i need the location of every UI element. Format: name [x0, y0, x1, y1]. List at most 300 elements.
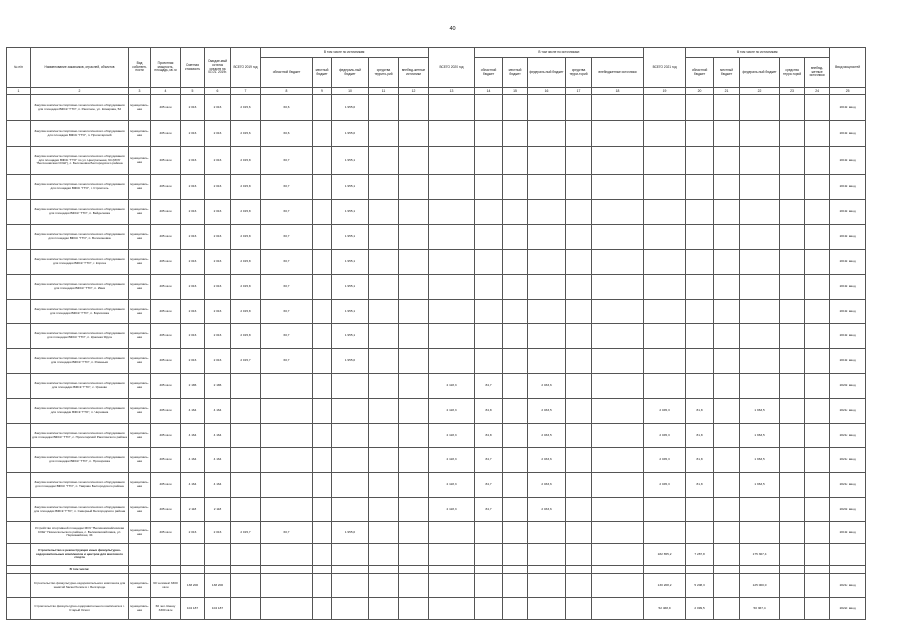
federal-2020: 2 033,6: [528, 498, 566, 522]
regional-2020: [475, 200, 503, 225]
object-name: Закупка комплекта спортивно-технологического оборудования для площадки ВФСК "ГТО", п. Чернянка: [31, 399, 129, 424]
local-2021: [714, 250, 740, 275]
federal-2019: 1 955,1: [332, 225, 369, 250]
estimated-cost: 2 016: [181, 225, 205, 250]
federal-2021: [740, 349, 780, 374]
local-2020: [503, 275, 528, 300]
capacity: 405 кв.м: [151, 175, 181, 200]
empty-cell: [181, 544, 205, 566]
local-2020: [503, 399, 528, 424]
extrabudget-2020: [592, 275, 644, 300]
regional-2021: 81,8: [686, 473, 714, 498]
extrabudget-2019: [399, 250, 429, 275]
empty-cell: [151, 566, 181, 574]
row-number: [7, 473, 31, 498]
local-2021: [714, 95, 740, 121]
column-number: 8: [261, 88, 313, 95]
local-2019: [313, 95, 332, 121]
estimated-cost: 4 164: [181, 448, 205, 473]
column-number: 9: [313, 88, 332, 95]
local-2020: [503, 175, 528, 200]
federal-2020: [528, 349, 566, 374]
local-2021: [714, 399, 740, 424]
table-row: [7, 448, 866, 473]
header-territory-2021: средства терри-торий: [780, 58, 805, 88]
object-name: Закупка комплекта спортивно-технологического оборудования для площадки ВФСК "ГТО", г. Короча: [31, 250, 129, 275]
local-2019: [313, 448, 332, 473]
total-2021: [644, 300, 686, 324]
extrabudget-2020: [592, 374, 644, 399]
territory-2021: [780, 349, 805, 374]
remaining-funds: 2 016: [205, 200, 231, 225]
territory-2021: [780, 544, 805, 566]
regional-2021: 5 208,3: [686, 574, 714, 598]
federal-2020: [528, 250, 566, 275]
total-2021: [644, 175, 686, 200]
territory-2021: [780, 200, 805, 225]
regional-2021: [686, 147, 714, 175]
territory-2021: [780, 225, 805, 250]
total-2021: [644, 275, 686, 300]
regional-2021: [686, 250, 714, 275]
row-number: [7, 147, 31, 175]
territory-2019: [369, 275, 399, 300]
empty-cell: [205, 566, 231, 574]
regional-2019: 60,7: [261, 225, 313, 250]
object-name: Строительство физкультурно-оздоровительного комплекса для занятий баскетболом в г. Белгороде: [31, 574, 129, 598]
extrabudget-2019: [399, 349, 429, 374]
local-2019: [313, 399, 332, 424]
regional-2021: [686, 200, 714, 225]
regional-2020: 84,7: [475, 473, 503, 498]
header-name: Наименование заказчиков, отраслей, объектов: [31, 48, 129, 88]
extrabudget-2019: [399, 225, 429, 250]
estimated-cost: 4 164: [181, 399, 205, 424]
total-2020: [429, 121, 475, 147]
territory-2021: [780, 598, 805, 620]
capacity: 405 кв.м: [151, 250, 181, 275]
regional-2019: 60,7: [261, 275, 313, 300]
empty-cell: [129, 544, 151, 566]
regional-2019: 60,7: [261, 200, 313, 225]
row-number: [7, 544, 31, 566]
empty-cell: [261, 544, 313, 566]
territory-2020: [566, 175, 592, 200]
federal-2020: [528, 275, 566, 300]
extrabudget-2019: [399, 200, 429, 225]
total-2021: 2 045,3: [644, 399, 686, 424]
regional-2020: [475, 225, 503, 250]
federal-2019: [332, 473, 369, 498]
empty-cell: [566, 566, 592, 574]
extrabudget-2019: [399, 522, 429, 544]
object-name: Закупка комплекта спортивно-технологического оборудования для площадки ВФСК "ГТО", г. Строитель: [31, 175, 129, 200]
extrabudget-2019: [399, 121, 429, 147]
extrabudget-2019: [399, 175, 429, 200]
empty-cell: [151, 544, 181, 566]
territory-2020: [566, 275, 592, 300]
territory-2020: [566, 522, 592, 544]
regional-2019: 60,7: [261, 147, 313, 175]
territory-2020: [566, 374, 592, 399]
object-name: Закупка комплекта спортивно-технологического оборудования для площадки ВФСК "ГТО", п. Таврово Белгородского района: [31, 473, 129, 498]
total-2019: 2 015,8: [231, 200, 261, 225]
remaining-funds: 4 164: [205, 448, 231, 473]
extrabudget-2021: [805, 275, 830, 300]
federal-2020: [528, 200, 566, 225]
local-2021: [714, 200, 740, 225]
total-2021: [644, 95, 686, 121]
territory-2021: [780, 374, 805, 399]
federal-2020: [528, 175, 566, 200]
ownership-type: муниципаль-ная: [129, 598, 151, 620]
local-2020: [503, 424, 528, 448]
capacity: 405 кв.м: [151, 399, 181, 424]
extrabudget-2021: [805, 225, 830, 250]
header-num: № п/п: [7, 48, 31, 88]
investment-table: [6, 47, 866, 620]
local-2021: [714, 544, 740, 566]
federal-2021: 125 000,0: [740, 574, 780, 598]
object-name: Закупка комплекта спортивно-технологического оборудования для площадки ВФСК "ГТО", с. Пролетарский Ракитянского района: [31, 424, 129, 448]
commissioning: 2019г. ввод: [830, 200, 866, 225]
local-2019: [313, 349, 332, 374]
local-2021: [714, 147, 740, 175]
capacity: 405 кв.м: [151, 448, 181, 473]
extrabudget-2020: [592, 95, 644, 121]
total-2019: 2 015,8: [231, 250, 261, 275]
row-number: [7, 225, 31, 250]
total-2019: 2 015,8: [231, 275, 261, 300]
empty-cell: [566, 598, 592, 620]
header-total-2021: ВСЕГО 2021 год: [644, 48, 686, 88]
column-number: 16: [528, 88, 566, 95]
regional-2021: [686, 225, 714, 250]
commissioning: 2019г. ввод: [830, 522, 866, 544]
local-2019: [313, 275, 332, 300]
remaining-funds: 2 016: [205, 175, 231, 200]
local-2019: [313, 225, 332, 250]
extrabudget-2020: [592, 349, 644, 374]
regional-2020: [475, 95, 503, 121]
commissioning: 2021г. ввод: [830, 448, 866, 473]
regional-2019: 60,7: [261, 522, 313, 544]
total-2019: 2 015,8: [231, 175, 261, 200]
section-name: Строительство и реконструкция иных физкультурно-оздоровительных комплексов и центров для массового спорта: [31, 544, 129, 566]
row-number: [7, 175, 31, 200]
local-2021: [714, 374, 740, 399]
total-2020: 2 118,3: [429, 448, 475, 473]
local-2019: [313, 324, 332, 349]
empty-cell: [592, 574, 644, 598]
header-ownership: Вид собствен-ности: [129, 48, 151, 88]
empty-cell: [566, 544, 592, 566]
total-2019: 2 015,8: [231, 147, 261, 175]
table-row: [7, 275, 866, 300]
extrabudget-2020: [592, 399, 644, 424]
territory-2021: [780, 424, 805, 448]
federal-2019: 1 955,1: [332, 300, 369, 324]
federal-2020: 2 033,5: [528, 399, 566, 424]
local-2020: [503, 225, 528, 250]
empty-cell: [129, 566, 151, 574]
table-row: [7, 200, 866, 225]
estimated-cost: 2 016: [181, 200, 205, 225]
object-name: Закупка комплекта спортивно-технологического оборудования для площадки ВФСК "ГТО", п. Волоконовка: [31, 225, 129, 250]
header-remaining: Ожидае-мый остаток средств на 01.01. 2019г.: [205, 48, 231, 88]
object-name: Закупка комплекта спортивно-технологического оборудования для площадки ВФСК "ГТО", п. Ровеньки: [31, 349, 129, 374]
commissioning: 2021г. ввод: [830, 574, 866, 598]
empty-cell: [475, 544, 503, 566]
total-2020: [429, 175, 475, 200]
column-number: 4: [151, 88, 181, 95]
extrabudget-2021: [805, 374, 830, 399]
row-number: [7, 121, 31, 147]
empty-cell: [332, 574, 369, 598]
territory-2020: [566, 448, 592, 473]
empty-cell: [740, 566, 780, 574]
extrabudget-2021: [805, 200, 830, 225]
row-number: [7, 399, 31, 424]
total-2021: 2 045,3: [644, 473, 686, 498]
extrabudget-2020: [592, 250, 644, 275]
table-row: [7, 300, 866, 324]
federal-2021: 1 963,5: [740, 448, 780, 473]
regional-2020: [475, 324, 503, 349]
empty-cell: [231, 598, 261, 620]
regional-2021: 2 099,5: [686, 598, 714, 620]
empty-cell: [503, 574, 528, 598]
extrabudget-2019: [399, 147, 429, 175]
ownership-type: муниципаль-ная: [129, 200, 151, 225]
capacity: 405 кв.м: [151, 522, 181, 544]
total-2021: [644, 349, 686, 374]
table-row: [7, 349, 866, 374]
subheading: В том числе:: [31, 566, 129, 574]
capacity: 405 кв.м: [151, 498, 181, 522]
column-number: 11: [369, 88, 399, 95]
empty-cell: [369, 566, 399, 574]
empty-cell: [528, 598, 566, 620]
federal-2021: [740, 374, 780, 399]
total-2021: 52 468,9: [644, 598, 686, 620]
territory-2021: [780, 147, 805, 175]
estimated-cost: 2 016: [181, 349, 205, 374]
extrabudget-2021: [805, 448, 830, 473]
table-row: [7, 522, 866, 544]
local-2020: [503, 448, 528, 473]
extrabudget-2019: [399, 95, 429, 121]
estimated-cost: 138 200: [181, 574, 205, 598]
remaining-funds: 2 016: [205, 250, 231, 275]
capacity: 405 кв.м: [151, 121, 181, 147]
federal-2019: 1 955,0: [332, 349, 369, 374]
territory-2019: [369, 399, 399, 424]
commissioning: 2020г. ввод: [830, 374, 866, 399]
local-2019: [313, 300, 332, 324]
empty-cell: [503, 544, 528, 566]
empty-cell: [313, 574, 332, 598]
table-body: [7, 88, 866, 620]
regional-2020: 84,8: [475, 424, 503, 448]
regional-2021: [686, 374, 714, 399]
total-2021: 182 655,2: [644, 544, 686, 566]
regional-2021: [686, 275, 714, 300]
total-2019: 2 015,7: [231, 522, 261, 544]
regional-2020: 84,7: [475, 448, 503, 473]
empty-cell: [399, 544, 429, 566]
commissioning: 2022г. ввод: [830, 598, 866, 620]
row-number: [7, 250, 31, 275]
object-name: Устройство спортивной площадки МОУ "Великомихайловская СОШ" Новооскольского района, с. Великомихайловка, ул. Первомайская, 34: [31, 522, 129, 544]
territory-2019: [369, 250, 399, 275]
column-number: 2: [31, 88, 129, 95]
object-name: Закупка комплекта спортивно-технологического оборудования для площадки ВФСК "ГТО", п. Вейделевка: [31, 200, 129, 225]
ownership-type: муниципаль-ная: [129, 399, 151, 424]
local-2019: [313, 200, 332, 225]
extrabudget-2020: [592, 175, 644, 200]
header-local-2019: местный бюджет: [313, 58, 332, 88]
territory-2019: [369, 200, 399, 225]
local-2021: [714, 175, 740, 200]
extrabudget-2021: [805, 121, 830, 147]
ownership-type: муниципаль-ная: [129, 95, 151, 121]
total-2021: [644, 147, 686, 175]
regional-2021: 81,8: [686, 424, 714, 448]
column-number: 19: [644, 88, 686, 95]
federal-2019: 1 955,1: [332, 175, 369, 200]
empty-cell: [686, 566, 714, 574]
total-2019: 2 015,8: [231, 300, 261, 324]
regional-2020: [475, 147, 503, 175]
empty-cell: [231, 574, 261, 598]
ownership-type: муниципаль-ная: [129, 324, 151, 349]
regional-2021: [686, 175, 714, 200]
extrabudget-2021: [805, 544, 830, 566]
subheading-row: [7, 566, 866, 574]
empty-cell: [429, 566, 475, 574]
extrabudget-2021: [805, 175, 830, 200]
federal-2020: [528, 225, 566, 250]
total-2021: [644, 498, 686, 522]
empty-cell: [399, 598, 429, 620]
row-number: [7, 349, 31, 374]
federal-2021: [740, 95, 780, 121]
extrabudget-2021: [805, 424, 830, 448]
ownership-type: муниципаль-ная: [129, 374, 151, 399]
local-2021: [714, 225, 740, 250]
column-number: 14: [475, 88, 503, 95]
empty-cell: [780, 566, 805, 574]
local-2020: [503, 324, 528, 349]
local-2020: [503, 349, 528, 374]
empty-cell: [205, 544, 231, 566]
extrabudget-2019: [399, 424, 429, 448]
regional-2019: 60,7: [261, 349, 313, 374]
regional-2021: [686, 95, 714, 121]
page-number: 40: [449, 26, 456, 32]
territory-2020: [566, 250, 592, 275]
empty-cell: [830, 566, 866, 574]
empty-cell: [369, 598, 399, 620]
remaining-funds: 2 016: [205, 522, 231, 544]
header-federal-2019: федераль-ный бюджет: [332, 58, 369, 88]
territory-2020: [566, 324, 592, 349]
federal-2019: 1 955,1: [332, 147, 369, 175]
commissioning: 2021г. ввод: [830, 473, 866, 498]
row-number: [7, 498, 31, 522]
territory-2021: [780, 522, 805, 544]
territory-2019: [369, 473, 399, 498]
remaining-funds: 2 016: [205, 324, 231, 349]
object-name: Закупка комплекта спортивно-технологического оборудования для площадки ВФСК "ГТО", п. Пролетарский: [31, 121, 129, 147]
table-row: [7, 250, 866, 275]
empty-cell: [261, 574, 313, 598]
object-name: Закупка комплекта спортивно-технологического оборудования для площадки ВФСК "ГТО", п. Красная Яруга: [31, 324, 129, 349]
capacity: 405 кв.м: [151, 147, 181, 175]
total-2020: [429, 250, 475, 275]
empty-cell: [332, 544, 369, 566]
table-row: [7, 147, 866, 175]
federal-2020: [528, 522, 566, 544]
object-name: Закупка комплекта спортивно-технологического оборудования для площадки ВФСК "ГТО", п. Ракитное, ул. Комарова, 52: [31, 95, 129, 121]
extrabudget-2019: [399, 374, 429, 399]
extrabudget-2020: [592, 522, 644, 544]
regional-2019: 60,7: [261, 175, 313, 200]
territory-2020: [566, 121, 592, 147]
header-territory-2020: средства терри-торий: [566, 58, 592, 88]
capacity: 405 кв.м: [151, 95, 181, 121]
territory-2019: [369, 300, 399, 324]
local-2020: [503, 200, 528, 225]
total-2020: [429, 349, 475, 374]
regional-2019: 60,7: [261, 300, 313, 324]
territory-2019: [369, 147, 399, 175]
header-regional-2020: областной бюджет: [475, 58, 503, 88]
regional-2019: [261, 498, 313, 522]
estimated-cost: 2 186: [181, 374, 205, 399]
regional-2020: [475, 175, 503, 200]
local-2021: [714, 349, 740, 374]
regional-2019: [261, 473, 313, 498]
column-number: 22: [740, 88, 780, 95]
territory-2020: [566, 225, 592, 250]
empty-cell: [313, 598, 332, 620]
federal-2019: 1 955,0: [332, 95, 369, 121]
empty-cell: [644, 566, 686, 574]
extrabudget-2020: [592, 324, 644, 349]
total-2019: 2 015,8: [231, 324, 261, 349]
empty-cell: [332, 598, 369, 620]
local-2019: [313, 175, 332, 200]
remaining-funds: 2 016: [205, 225, 231, 250]
estimated-cost: 2 016: [181, 175, 205, 200]
extrabudget-2019: [399, 473, 429, 498]
column-number: 15: [503, 88, 528, 95]
extrabudget-2019: [399, 448, 429, 473]
commissioning: 2021г. ввод: [830, 424, 866, 448]
commissioning: 2019г. ввод: [830, 250, 866, 275]
header-sources-2021: В том числе по источникам:: [686, 48, 830, 58]
regional-2019: 60,7: [261, 250, 313, 275]
total-2019: 2 015,6: [231, 121, 261, 147]
header-territory-2019: средства террито-рий: [369, 58, 399, 88]
federal-2020: 2 033,6: [528, 473, 566, 498]
territory-2019: [369, 424, 399, 448]
local-2021: [714, 300, 740, 324]
empty-cell: [566, 574, 592, 598]
ownership-type: муниципаль-ная: [129, 275, 151, 300]
